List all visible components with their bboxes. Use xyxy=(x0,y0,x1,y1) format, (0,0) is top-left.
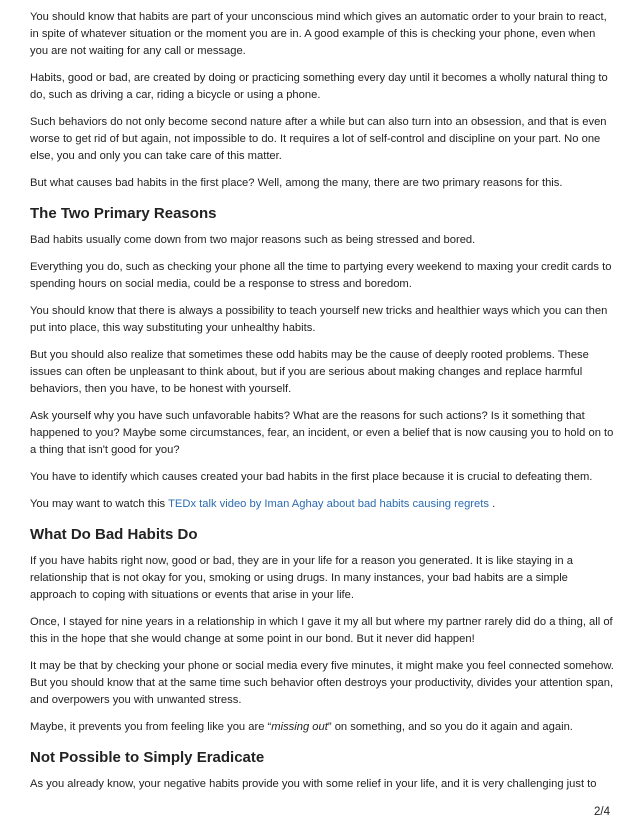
watch-suffix: . xyxy=(488,498,496,510)
section-heading-what-do-bad-habits-do: What Do Bad Habits Do xyxy=(30,526,198,543)
watch-paragraph xyxy=(30,496,614,513)
intro-paragraph: Habits, good or bad, are created by doing or practicing something every day until it becomes a wholly natural thing to do, such as driving a car, riding a bicycle or using a phone. xyxy=(30,72,608,101)
body-paragraph: Once, I stayed for nine years in a relationship in which I gave it my all but where my partner rarely did do a thing, all of this in the hope that she would change at some point in our bond. But it never did happen! xyxy=(30,616,613,645)
section-heading-two-primary-reasons: The Two Primary Reasons xyxy=(30,205,217,222)
tedx-video-link[interactable]: TEDx talk video by Iman Aghay about bad habits causing regrets xyxy=(168,498,489,510)
body-paragraph: Everything you do, such as checking your phone all the time to partying every weekend to maxing your credit cards to spending hours on social media, could be a response to stress and boredom. xyxy=(30,261,612,290)
intro-paragraph: But what causes bad habits in the first place? Well, among the many, there are two primary reasons for this. xyxy=(30,177,563,189)
body-paragraph: But you should also realize that sometimes these odd habits may be the cause of deeply rooted problems. These issues can often be unpleasant to think about, but if you are serious about making changes and replace harmful behaviors, then you have, to be honest with yourself. xyxy=(30,349,589,395)
body-paragraph: It may be that by checking your phone or social media every five minutes, it might make you feel connected somehow. But you should know that at the same time such behavior often destroys your productivity, divides your attention span, and overpowers you with unwanted stress. xyxy=(30,660,614,706)
watch-prefix: You may want to watch this xyxy=(30,498,169,510)
body-paragraph: If you have habits right now, good or bad, they are in your life for a reason you generated. It is like staying in a relationship that is not okay for you, smoking or using drugs. In many instances, your bad habits are a simple approach to coping with situations or events that arise in your life. xyxy=(30,555,573,601)
body-paragraph: You have to identify which causes created your bad habits in the first place because it is crucial to defeating them. xyxy=(30,471,593,483)
document-page xyxy=(30,9,614,803)
body-paragraph: Bad habits usually come down from two major reasons such as being stressed and bored. xyxy=(30,234,476,246)
body-paragraph: Ask yourself why you have such unfavorable habits? What are the reasons for such actions? Is it something that happened to you? Maybe some circumstances, fear, an incident, or even a belief that is now causing you to hold on to a thing that isn't good for you? xyxy=(30,410,614,456)
maybe-suffix: ” on something, and so you do it again and again. xyxy=(327,721,573,733)
intro-paragraph: Such behaviors do not only become second nature after a while but can also turn into an obsession, and that is even worse to get rid of but again, not impossible to do. It requires a lot of self-control and discipline on your part. No one else, you and only you can take care of this matter. xyxy=(30,116,607,162)
maybe-prefix: Maybe, it prevents you from feeling like you are “ xyxy=(30,721,272,733)
body-paragraph: You should know that there is always a possibility to teach yourself new tricks and healthier ways which you can then put into place, this way substituting your unhealthy habits. xyxy=(30,305,608,334)
body-paragraph: As you already know, your negative habits provide you with some relief in your life, and it is very challenging just to xyxy=(30,778,597,790)
page-number: 2/4 xyxy=(594,806,610,818)
section-heading-not-possible: Not Possible to Simply Eradicate xyxy=(30,749,265,766)
intro-paragraph: You should know that habits are part of your unconscious mind which gives an automatic order to your brain to react, in spite of whatever situation or the moment you are in. A good example of this is checking your phone, even when you are not waiting for any call or message. xyxy=(30,11,607,57)
maybe-paragraph xyxy=(30,719,614,736)
missing-out-emphasis: missing out xyxy=(271,721,328,733)
